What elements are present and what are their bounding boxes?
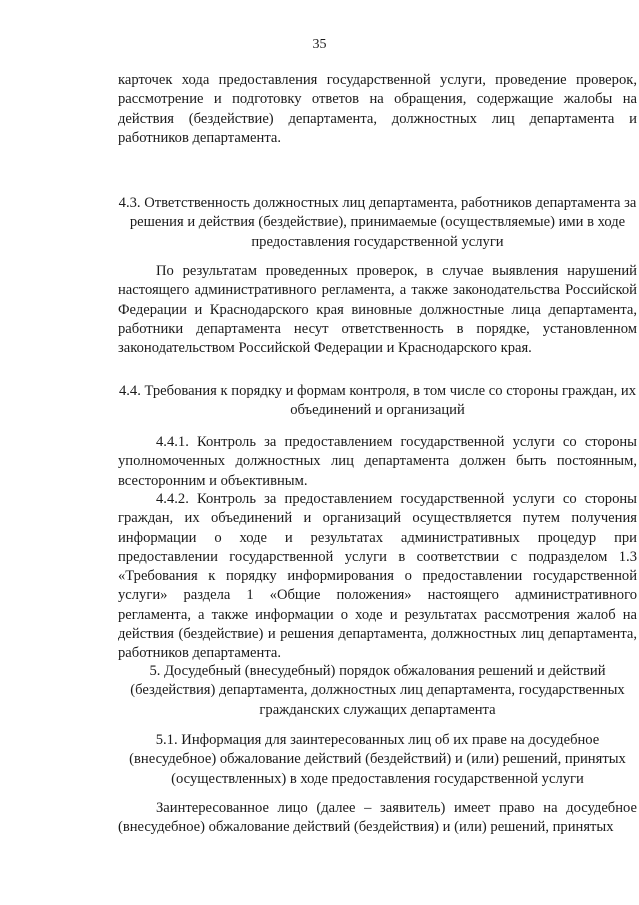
section-5-1-heading: 5.1. Информация для заинтересованных лиц об их праве на досудебное (внесудебное) обжалование действий (бездействий) и (или) решений, принятых (осуществленных) в ходе предоставления государственной услуги bbox=[129, 732, 626, 787]
section-5-heading: 5. Досудебный (внесудебный) порядок обжалования решений и действий (бездействия) департамента, должностных лиц департамента, государственных гражданских служащих департамента bbox=[130, 663, 625, 718]
section-4-4-1-paragraph: 4.4.1. Контроль за предоставлением государственной услуги со стороны уполномоченных должностных лиц департамента должен быть постоянным, всесторонним и объективным. bbox=[118, 434, 637, 489]
continuation-paragraph: карточек хода предоставления государственной услуги, проведение проверок, рассмотрение и подготовку ответов на обращения, содержащие жалобы на действия (бездействие) департамента, должностных лиц департамента и работников департамента. bbox=[118, 72, 637, 146]
section-4-3-heading: 4.3. Ответственность должностных лиц департамента, работников департамента за решения и действия (бездействие), принимаемые (осуществляемые) ими в ходе предоставления государственной услуги bbox=[118, 195, 637, 250]
section-5-1-paragraph: Заинтересованное лицо (далее – заявитель) имеет право на досудебное (внесудебное) обжалование действий (бездействия) и (или) решений, принятых bbox=[118, 800, 637, 836]
section-4-3-paragraph: По результатам проведенных проверок, в случае выявления нарушений настоящего административного регламента, а также законодательства Российской Федерации и Краснодарского края виновные должностные лица департамента, работники департамента несут ответственность в порядке, установленном законодательством Российской Федерации и Краснодарского края. bbox=[118, 263, 637, 357]
section-4-4-heading: 4.4. Требования к порядку и формам контроля, в том числе со стороны граждан, их объединений и организаций bbox=[118, 383, 636, 419]
page-number: 35 bbox=[312, 37, 327, 52]
section-4-4-2-paragraph: 4.4.2. Контроль за предоставлением государственной услуги со стороны граждан, их объединений и организаций осуществляется путем получения информации о ходе и результатах административных процедур при предоставлении государственной услуги в соответствии с подразделом 1.3 «Требования к порядку информирования о предоставлении государственной услуги» раздела 1 «Общие положения» настоящего административного регламента, а также информации о ходе и результатах рассмотрения жалоб на действия (бездействие) и решения департамента, должностных лиц департамента, работников департамента. bbox=[118, 491, 637, 662]
